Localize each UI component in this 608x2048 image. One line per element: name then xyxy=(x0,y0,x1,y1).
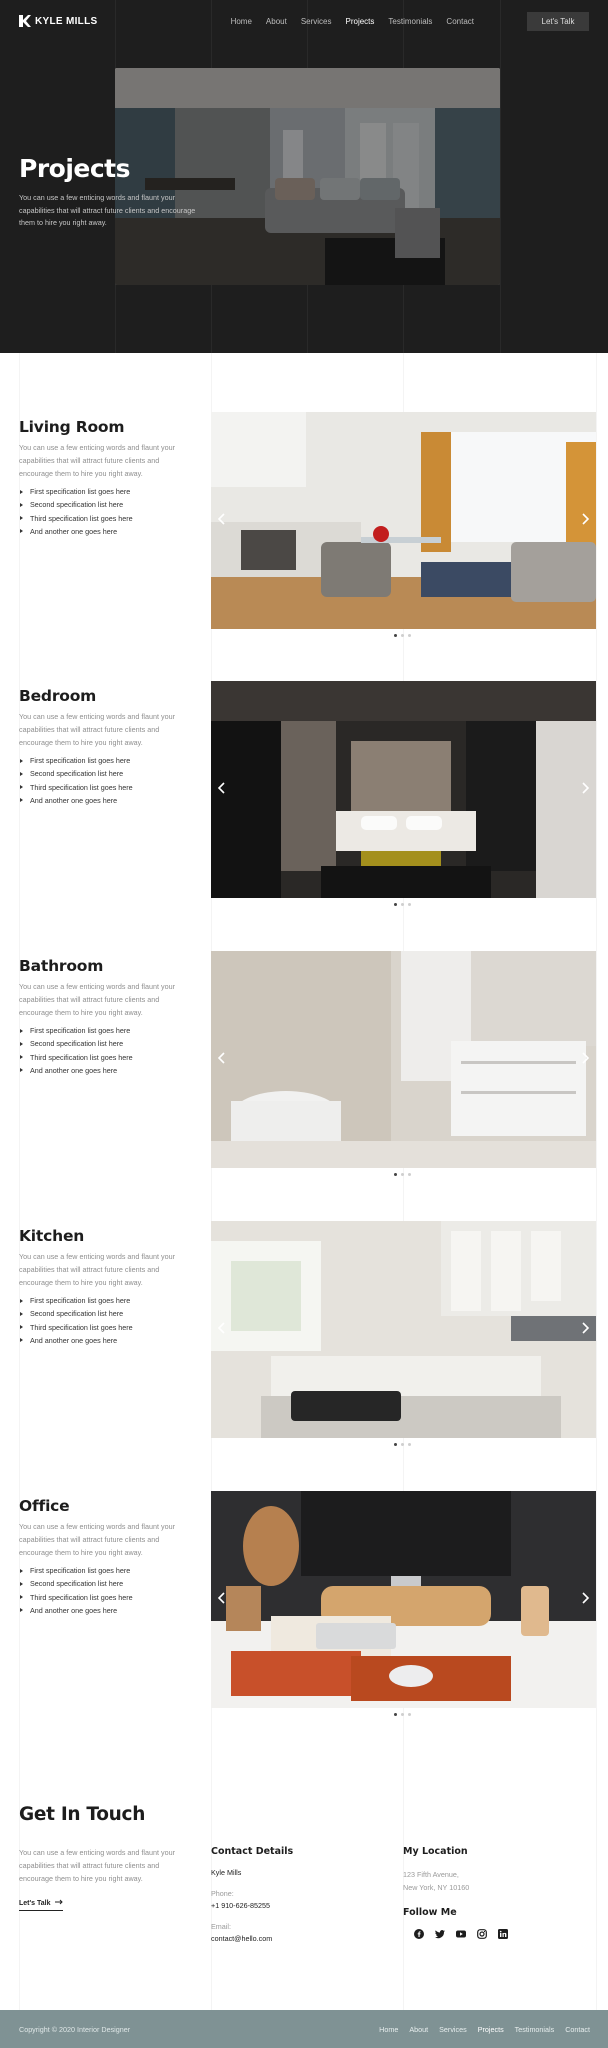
project-image-slider[interactable] xyxy=(211,681,596,898)
spec-list xyxy=(19,754,133,807)
lets-talk-button[interactable]: Let's Talk xyxy=(527,12,589,31)
slider-dot[interactable] xyxy=(394,1713,397,1716)
nav-link-testimonials[interactable]: Testimonials xyxy=(388,17,433,26)
project-image-slider[interactable] xyxy=(211,1221,596,1438)
slider-prev-arrow-icon[interactable] xyxy=(217,1321,227,1335)
slider-dot[interactable] xyxy=(401,1443,404,1446)
phone-label: Phone: xyxy=(211,1889,234,1898)
project-description: You can use a few enticing words and flaunt your capabilities that will attract future clients and encourage them to hire you right away. xyxy=(19,982,175,1017)
project-title: Living Room xyxy=(19,418,125,436)
follow-heading: Follow Me xyxy=(403,1907,457,1918)
footer-links xyxy=(368,2025,590,2034)
project-bedroom xyxy=(0,681,608,901)
project-kitchen xyxy=(0,1221,608,1441)
hero-image xyxy=(115,68,500,285)
slider-dot[interactable] xyxy=(394,634,397,637)
slider-prev-arrow-icon[interactable] xyxy=(217,512,227,526)
footer-link-contact[interactable]: Contact xyxy=(565,2025,590,2034)
spec-item: And another one goes here xyxy=(19,1334,133,1347)
nav-link-projects[interactable]: Projects xyxy=(345,17,375,26)
spec-item: And another one goes here xyxy=(19,525,133,538)
brand-logo[interactable] xyxy=(19,15,97,27)
location-heading: My Location xyxy=(403,1846,468,1857)
slider-dots xyxy=(394,634,411,637)
facebook-icon[interactable] xyxy=(414,1926,424,1936)
phone-link[interactable]: +1 910-626-85255 xyxy=(211,1901,270,1910)
slider-dots xyxy=(394,903,411,906)
spec-item: Second specification list here xyxy=(19,1307,133,1320)
slider-prev-arrow-icon[interactable] xyxy=(217,781,227,795)
contact-name: Kyle Mills xyxy=(211,1868,242,1877)
copyright: Copyright © 2020 Interior Designer xyxy=(19,2025,131,2034)
contact-description: You can use a few enticing words and flaunt your capabilities that will attract future clients and encourage them to hire you right away. xyxy=(19,1848,175,1883)
instagram-icon[interactable] xyxy=(477,1926,487,1936)
project-office xyxy=(0,1491,608,1711)
footer-link-projects[interactable]: Projects xyxy=(477,2025,504,2034)
contact-title: Get In Touch xyxy=(19,1804,146,1825)
arrow-right-icon xyxy=(55,1899,63,1907)
contact-lets-talk-link[interactable] xyxy=(19,1899,63,1911)
slider-next-arrow-icon[interactable] xyxy=(580,1591,590,1605)
spec-item: First specification list goes here xyxy=(19,485,133,498)
slider-next-arrow-icon[interactable] xyxy=(580,781,590,795)
spec-item: Second specification list here xyxy=(19,767,133,780)
spec-item: Third specification list goes here xyxy=(19,1321,133,1334)
main-nav xyxy=(0,0,608,44)
slider-next-arrow-icon[interactable] xyxy=(580,512,590,526)
slider-prev-arrow-icon[interactable] xyxy=(217,1051,227,1065)
spec-item: Second specification list here xyxy=(19,498,133,511)
footer-link-services[interactable]: Services xyxy=(439,2025,467,2034)
spec-list xyxy=(19,1564,133,1617)
social-links xyxy=(414,1926,508,1936)
address-line-2: New York, NY 10160 xyxy=(403,1883,470,1892)
project-description: You can use a few enticing words and flaunt your capabilities that will attract future clients and encourage them to hire you right away. xyxy=(19,712,175,747)
project-title: Bathroom xyxy=(19,957,104,975)
slider-dot[interactable] xyxy=(408,1713,411,1716)
slider-dot[interactable] xyxy=(401,1713,404,1716)
slider-dot[interactable] xyxy=(408,634,411,637)
address-line-1: 123 Fifth Avenue, xyxy=(403,1870,459,1879)
project-title: Office xyxy=(19,1497,70,1515)
slider-dots xyxy=(394,1443,411,1446)
slider-dot[interactable] xyxy=(394,903,397,906)
hero-section xyxy=(0,0,608,353)
footer-link-testimonials[interactable]: Testimonials xyxy=(514,2025,555,2034)
linkedin-icon[interactable] xyxy=(498,1926,508,1936)
spec-list xyxy=(19,1024,133,1077)
nav-links xyxy=(217,17,474,26)
spec-item: And another one goes here xyxy=(19,1604,133,1617)
site-footer xyxy=(0,2010,608,2048)
twitter-icon[interactable] xyxy=(435,1926,445,1936)
slider-prev-arrow-icon[interactable] xyxy=(217,1591,227,1605)
spec-list xyxy=(19,485,133,538)
project-description: You can use a few enticing words and flaunt your capabilities that will attract future clients and encourage them to hire you right away. xyxy=(19,443,175,478)
project-title: Bedroom xyxy=(19,687,97,705)
contact-details-heading: Contact Details xyxy=(211,1846,294,1857)
slider-dot[interactable] xyxy=(408,1443,411,1446)
spec-item: Second specification list here xyxy=(19,1577,133,1590)
spec-item: First specification list goes here xyxy=(19,754,133,767)
spec-item: And another one goes here xyxy=(19,794,133,807)
footer-link-about[interactable]: About xyxy=(409,2025,429,2034)
project-living-room xyxy=(0,412,608,632)
logo-k-icon xyxy=(19,15,31,27)
email-link[interactable]: contact@hello.com xyxy=(211,1934,273,1943)
spec-item: First specification list goes here xyxy=(19,1294,133,1307)
project-description: You can use a few enticing words and flaunt your capabilities that will attract future clients and encourage them to hire you right away. xyxy=(19,1252,175,1287)
nav-link-home[interactable]: Home xyxy=(230,17,252,26)
slider-dot[interactable] xyxy=(401,1173,404,1176)
project-description: You can use a few enticing words and flaunt your capabilities that will attract future clients and encourage them to hire you right away. xyxy=(19,1522,175,1557)
nav-link-services[interactable]: Services xyxy=(300,17,332,26)
spec-item: Third specification list goes here xyxy=(19,1051,133,1064)
spec-item: And another one goes here xyxy=(19,1064,133,1077)
brand-name: KYLE MILLS xyxy=(35,15,98,27)
slider-dot[interactable] xyxy=(408,903,411,906)
slider-dot[interactable] xyxy=(394,1443,397,1446)
spec-item: First specification list goes here xyxy=(19,1024,133,1037)
spec-item: Third specification list goes here xyxy=(19,1591,133,1604)
slider-dot[interactable] xyxy=(401,634,404,637)
nav-link-contact[interactable]: Contact xyxy=(446,17,474,26)
project-image-slider[interactable] xyxy=(211,412,596,629)
youtube-icon[interactable] xyxy=(456,1926,466,1936)
project-image-slider[interactable] xyxy=(211,1491,596,1708)
project-bathroom xyxy=(0,951,608,1171)
spec-item: Third specification list goes here xyxy=(19,512,133,525)
spec-item: Third specification list goes here xyxy=(19,781,133,794)
email-label: Email: xyxy=(211,1922,231,1931)
project-image-slider[interactable] xyxy=(211,951,596,1168)
slider-dot[interactable] xyxy=(401,903,404,906)
lets-talk-label: Let's Talk xyxy=(19,1899,51,1907)
address xyxy=(403,1868,503,1894)
slider-next-arrow-icon[interactable] xyxy=(580,1051,590,1065)
slider-dots xyxy=(394,1173,411,1176)
slider-dot[interactable] xyxy=(408,1173,411,1176)
spec-item: Second specification list here xyxy=(19,1037,133,1050)
spec-item: First specification list goes here xyxy=(19,1564,133,1577)
page-title: Projects xyxy=(19,154,131,183)
nav-link-about[interactable]: About xyxy=(265,17,287,26)
footer-link-home[interactable]: Home xyxy=(379,2025,399,2034)
hero-description: You can use a few enticing words and flaunt your capabilities that will attract future clients and encourage them to hire you right away. xyxy=(19,193,196,227)
slider-dot[interactable] xyxy=(394,1173,397,1176)
slider-next-arrow-icon[interactable] xyxy=(580,1321,590,1335)
spec-list xyxy=(19,1294,133,1347)
slider-dots xyxy=(394,1713,411,1716)
project-title: Kitchen xyxy=(19,1227,85,1245)
